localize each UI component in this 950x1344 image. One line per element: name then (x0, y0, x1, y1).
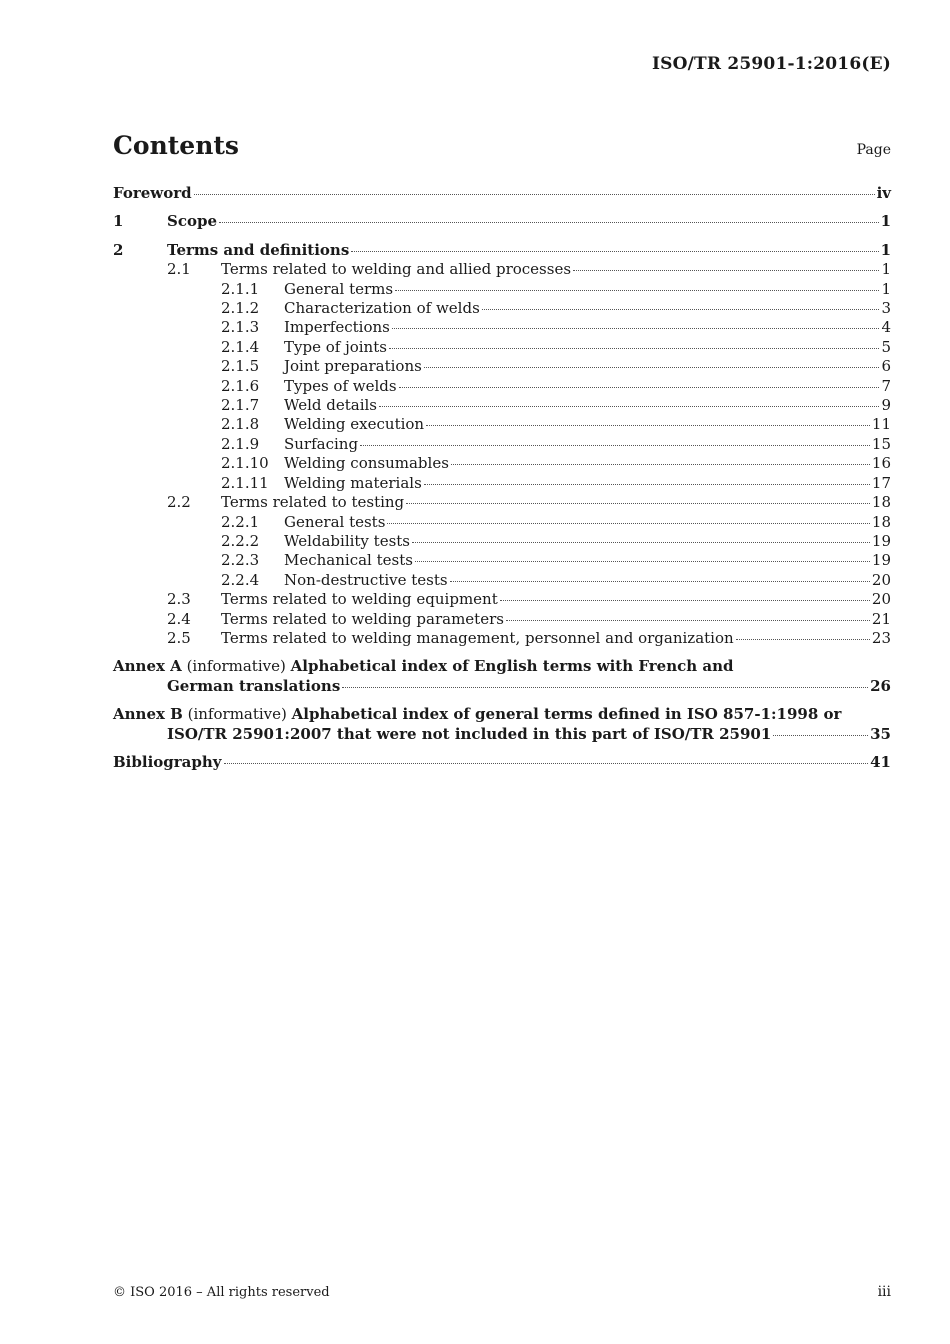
dot-leader (406, 502, 870, 504)
toc-entry-bibliography[interactable] (113, 753, 891, 772)
dot-leader (360, 444, 870, 446)
toc-entry-2-2-4[interactable] (113, 571, 891, 590)
toc-number: 2.1.11 (221, 473, 269, 492)
toc-entry-2-1-8[interactable] (113, 415, 891, 434)
dot-leader (379, 405, 879, 407)
dot-leader (426, 424, 870, 426)
dot-leader (194, 193, 875, 195)
toc-page: 9 (881, 396, 891, 415)
annex-label: Annex B (113, 705, 183, 724)
toc-number: 2 (113, 240, 124, 259)
table-of-contents (113, 184, 891, 772)
copyright-notice: © ISO 2016 – All rights reserved (113, 1285, 330, 1300)
annex-title-continuation (113, 677, 891, 696)
annex-type: (informative) (186, 657, 286, 676)
toc-number: 2.4 (167, 609, 191, 628)
toc-entry-terms-and-definitions[interactable] (113, 241, 891, 260)
toc-title: General tests (284, 512, 386, 531)
toc-page: 1 (880, 240, 891, 259)
toc-number: 2.2 (167, 493, 191, 512)
dot-leader (482, 308, 880, 310)
dot-leader (412, 541, 870, 543)
annex-title: Alphabetical index of general terms defined in ISO 857-1:1998 or (291, 705, 842, 724)
toc-title: Terms related to welding parameters (221, 609, 504, 628)
annex-title-line2: German translations (167, 676, 341, 695)
toc-title: Joint preparations (284, 357, 422, 376)
toc-entry-2-1-3[interactable] (113, 318, 891, 337)
toc-title: Surfacing (284, 434, 359, 453)
toc-page: 35 (870, 724, 891, 743)
dot-leader (399, 386, 880, 388)
toc-entry-2-1-2[interactable] (113, 299, 891, 318)
toc-page: 20 (871, 590, 891, 609)
dot-leader (773, 734, 868, 736)
toc-title: Scope (167, 212, 218, 231)
toc-page: 5 (881, 337, 891, 356)
toc-entry-2-2-2[interactable] (113, 532, 891, 551)
toc-page: 11 (871, 415, 891, 434)
annex-heading (113, 657, 891, 676)
page-column-label: Page (856, 142, 891, 158)
toc-page: 1 (880, 212, 891, 231)
toc-number: 2.2.1 (221, 512, 260, 531)
toc-number: 2.2.2 (221, 531, 260, 550)
annex-title-continuation (113, 725, 891, 744)
toc-page: 6 (881, 357, 891, 376)
dot-leader (219, 221, 879, 223)
toc-entry-annex-b[interactable] (113, 705, 891, 744)
dot-leader (389, 347, 880, 349)
toc-number: 2.2.4 (221, 570, 260, 589)
dot-leader (395, 289, 879, 291)
toc-title: Welding consumables (284, 454, 449, 473)
dot-leader (573, 269, 879, 271)
toc-entry-2-1-11[interactable] (113, 474, 891, 493)
toc-title: Bibliography (113, 752, 222, 771)
toc-number: 2.1.5 (221, 357, 260, 376)
toc-number: 1 (113, 212, 124, 231)
toc-page: 23 (871, 628, 891, 647)
toc-title: Welding materials (284, 473, 422, 492)
dot-leader (351, 250, 878, 252)
toc-title: Characterization of welds (284, 299, 480, 318)
toc-entry-annex-a[interactable] (113, 657, 891, 696)
toc-entry-2-5[interactable] (113, 629, 891, 648)
toc-number: 2.3 (167, 590, 191, 609)
annex-title-line2: ISO/TR 25901:2007 that were not included in this part of ISO/TR 25901 (167, 724, 772, 743)
toc-entry-2-3[interactable] (113, 590, 891, 609)
toc-title: Mechanical tests (284, 551, 413, 570)
toc-page: 1 (881, 279, 891, 298)
annex-title: Alphabetical index of English terms with French and (290, 657, 734, 676)
toc-number: 2.2.3 (221, 551, 260, 570)
dot-leader (450, 580, 870, 582)
toc-number: 2.1 (167, 260, 191, 279)
annex-label: Annex A (113, 657, 182, 676)
dot-leader (451, 463, 870, 465)
toc-page: 19 (871, 551, 891, 570)
page-number: iii (877, 1284, 891, 1300)
toc-page: 18 (871, 493, 891, 512)
toc-number: 2.1.10 (221, 454, 269, 473)
toc-number: 2.1.2 (221, 299, 260, 318)
toc-entry-2-1-6[interactable] (113, 377, 891, 396)
toc-page: iv (876, 184, 891, 202)
toc-title: Weldability tests (284, 531, 411, 550)
toc-title: Weld details (284, 396, 377, 415)
toc-entry-2-2-1[interactable] (113, 513, 891, 532)
dot-leader (392, 327, 880, 329)
dot-leader (415, 560, 870, 562)
toc-title: General terms (284, 279, 394, 298)
toc-title: Types of welds (284, 376, 397, 395)
toc-number: 2.1.7 (221, 396, 260, 415)
annex-type: (informative) (187, 705, 287, 724)
toc-entry-2-1-4[interactable] (113, 338, 891, 357)
toc-number: 2.1.4 (221, 337, 260, 356)
toc-number: 2.1.8 (221, 415, 260, 434)
document-id: ISO/TR 25901-1:2016(E) (651, 54, 891, 74)
toc-number: 2.5 (167, 628, 191, 647)
toc-page: 4 (881, 318, 891, 337)
dot-leader (424, 366, 880, 368)
toc-entry-scope[interactable] (113, 212, 891, 231)
toc-title: Terms related to welding management, personnel and organization (221, 628, 734, 647)
toc-number: 2.1.6 (221, 376, 260, 395)
toc-entry-2-1-10[interactable] (113, 454, 891, 473)
toc-title: Terms related to welding and allied processes (221, 260, 572, 279)
toc-page: 17 (871, 473, 891, 492)
toc-entry-2-4[interactable] (113, 610, 891, 629)
toc-page: 19 (871, 531, 891, 550)
toc-page: 26 (870, 676, 891, 695)
toc-page: 20 (871, 570, 891, 589)
toc-entry-2-1-5[interactable] (113, 357, 891, 376)
toc-entry-foreword[interactable] (113, 184, 891, 203)
contents-title: Contents (113, 131, 240, 160)
dot-leader (506, 619, 870, 621)
toc-title: Terms related to welding equipment (221, 590, 498, 609)
toc-page: 16 (871, 454, 891, 473)
toc-number: 2.1.9 (221, 434, 260, 453)
dot-leader (342, 686, 868, 688)
toc-title: Imperfections (284, 318, 390, 337)
dot-leader (387, 522, 870, 524)
dot-leader (500, 599, 870, 601)
toc-title: Terms related to testing (221, 493, 405, 512)
toc-title: Foreword (113, 184, 192, 202)
toc-page: 41 (870, 752, 891, 771)
toc-page: 3 (881, 299, 891, 318)
dot-leader (424, 483, 870, 485)
dot-leader (736, 638, 870, 640)
toc-entry-2-2[interactable] (113, 493, 891, 512)
annex-heading (113, 705, 891, 724)
toc-title: Type of joints (284, 337, 387, 356)
toc-page: 21 (871, 609, 891, 628)
toc-entry-2-1-9[interactable] (113, 435, 891, 454)
toc-entry-2-2-3[interactable] (113, 551, 891, 570)
toc-entry-2-1-1[interactable] (113, 280, 891, 299)
toc-number: 2.1.1 (221, 279, 260, 298)
toc-title: Welding execution (284, 415, 425, 434)
toc-title: Terms and definitions (167, 240, 350, 259)
toc-page: 7 (881, 376, 891, 395)
toc-title: Non-destructive tests (284, 570, 448, 589)
toc-entry-2-1[interactable] (113, 260, 891, 279)
toc-page: 18 (871, 512, 891, 531)
toc-number: 2.1.3 (221, 318, 260, 337)
toc-entry-2-1-7[interactable] (113, 396, 891, 415)
toc-page: 15 (871, 434, 891, 453)
toc-page: 1 (881, 260, 891, 279)
dot-leader (224, 762, 869, 764)
